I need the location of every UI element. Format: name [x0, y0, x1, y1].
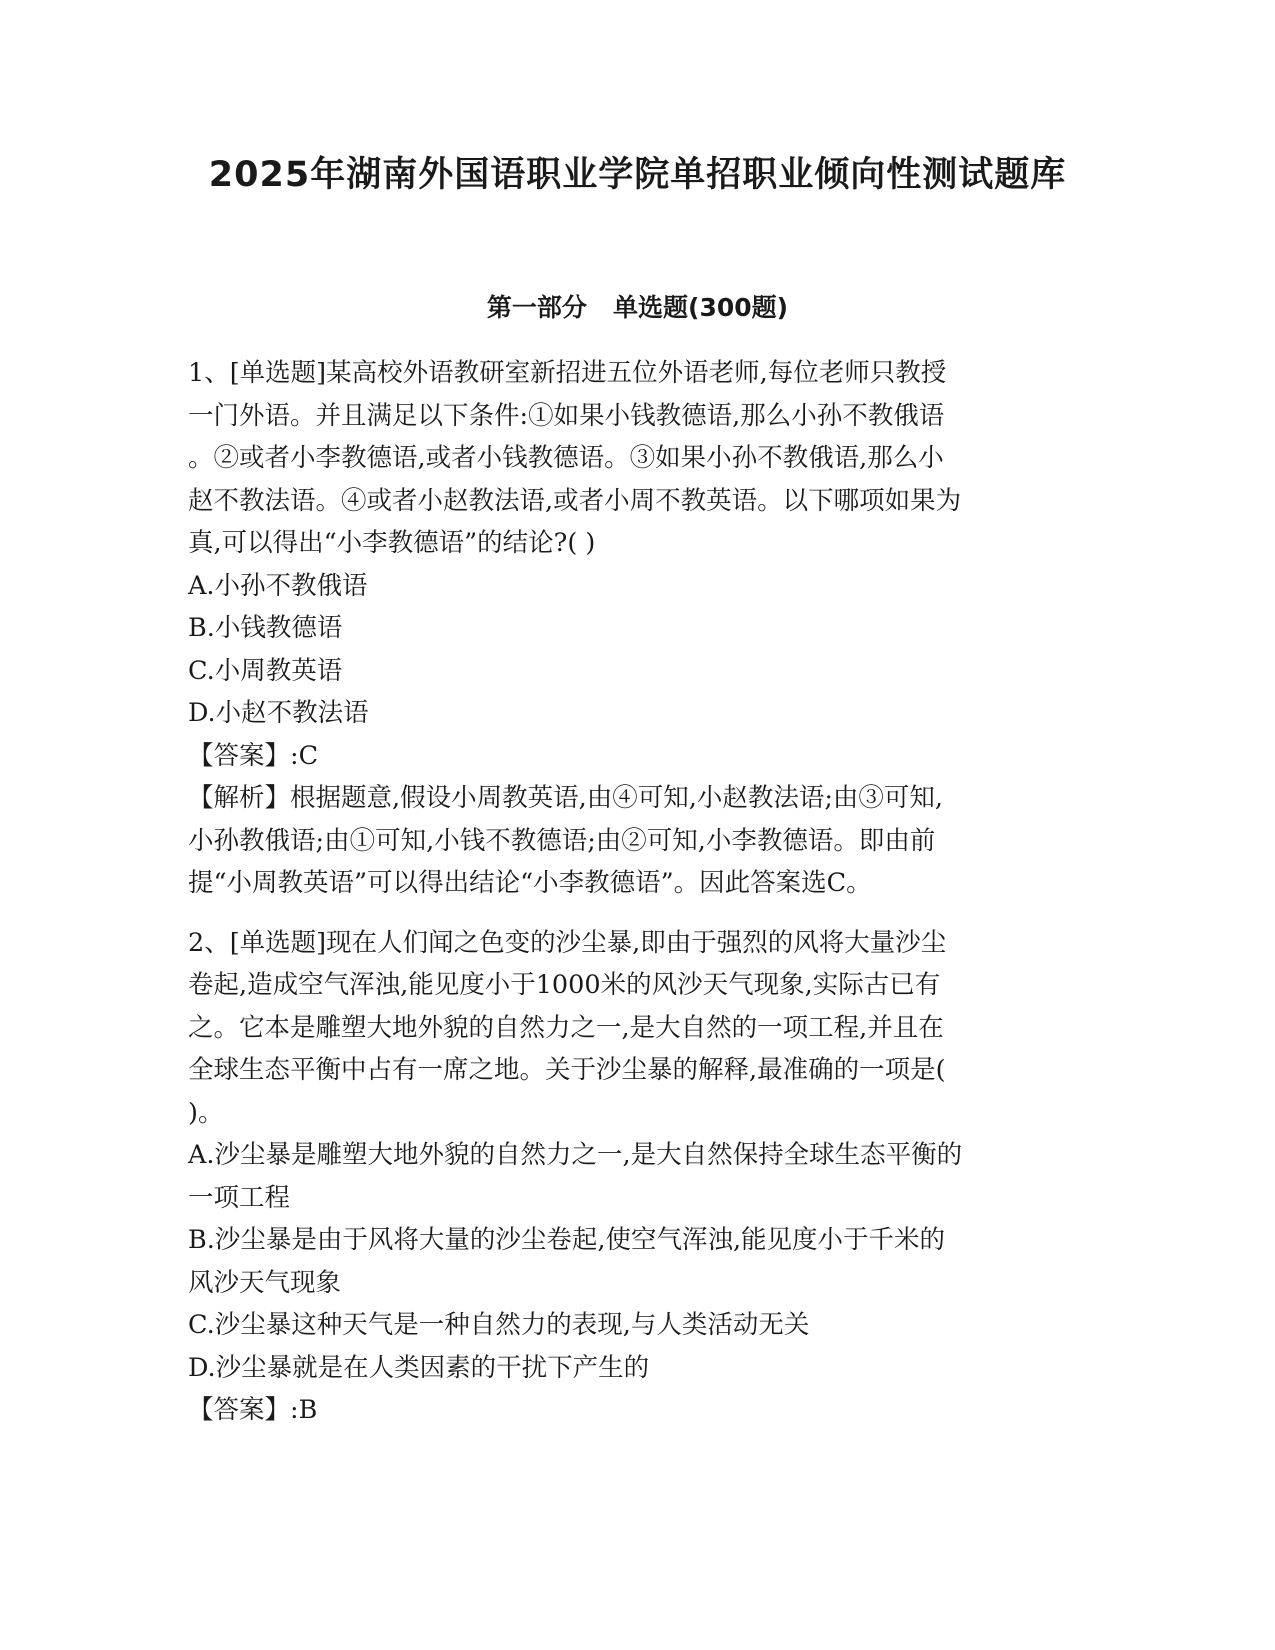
answer: 【答案】:C: [188, 740, 319, 771]
document-title: 2025年湖南外国语职业学院单招职业倾向性测试题库: [208, 155, 1067, 195]
analysis-line: 小孙教俄语;由①可知,小钱不教德语;由②可知,小李教德语。即由前: [188, 825, 936, 856]
question-stem-line: 真,可以得出“小李教德语”的结论?( ): [188, 528, 596, 558]
option-d: D.小赵不教法语: [188, 698, 369, 728]
question-1: [188, 352, 1088, 905]
analysis-line: 【解析】根据题意,假设小周教英语,由④可知,小赵教法语;由③可知,: [188, 783, 944, 813]
option-c: C.沙尘暴这种天气是一种自然力的表现,与人类活动无关: [188, 1310, 810, 1340]
question-stem-line: 之。它本是雕塑大地外貌的自然力之一,是大自然的一项工程,并且在: [188, 1012, 944, 1043]
question-stem-line: 2、[单选题]现在人们闻之色变的沙尘暴,即由于强烈的风将大量沙尘: [188, 927, 947, 958]
document-body: [188, 352, 1088, 1432]
option-b: B.沙尘暴是由于风将大量的沙尘卷起,使空气浑浊,能见度小于千米的: [188, 1225, 946, 1255]
option-b: B.小钱教德语: [188, 613, 343, 643]
question-stem-line: 卷起,造成空气浑浊,能见度小于1000米的风沙天气现象,实际古已有: [188, 970, 941, 1000]
option-b-continued: 风沙天气现象: [188, 1267, 342, 1298]
option-a: A.小孙不教俄语: [188, 570, 368, 601]
option-c: C.小周教英语: [188, 655, 343, 686]
option-a: A.沙尘暴是雕塑大地外貌的自然力之一,是大自然保持全球生态平衡的: [188, 1140, 963, 1170]
question-stem-line: 。②或者小李教德语,或者小钱教德语。③如果小孙不教俄语,那么小: [188, 443, 944, 473]
section-title: 第一部分 单选题(300题): [486, 293, 789, 322]
question-stem-line: 全球生态平衡中占有一席之地。关于沙尘暴的解释,最准确的一项是(: [188, 1055, 946, 1085]
option-d: D.沙尘暴就是在人类因素的干扰下产生的: [188, 1352, 650, 1383]
analysis-line: 提“小周教英语”可以得出结论“小李教德语”。因此答案选C。: [188, 868, 872, 898]
question-spacer: [188, 905, 1088, 922]
question-stem-line: )。: [188, 1097, 224, 1128]
answer: 【答案】:B: [188, 1395, 318, 1425]
question-stem-line: 1、[单选题]某高校外语教研室新招进五位外语老师,每位老师只教授: [188, 358, 947, 388]
option-a-continued: 一项工程: [188, 1182, 291, 1213]
question-stem-line: 赵不教法语。④或者小赵教法语,或者小周不教英语。以下哪项如果为: [188, 485, 962, 516]
question-stem-line: 一门外语。并且满足以下条件:①如果小钱教德语,那么小孙不教俄语: [188, 400, 945, 431]
question-2: [188, 922, 1088, 1432]
